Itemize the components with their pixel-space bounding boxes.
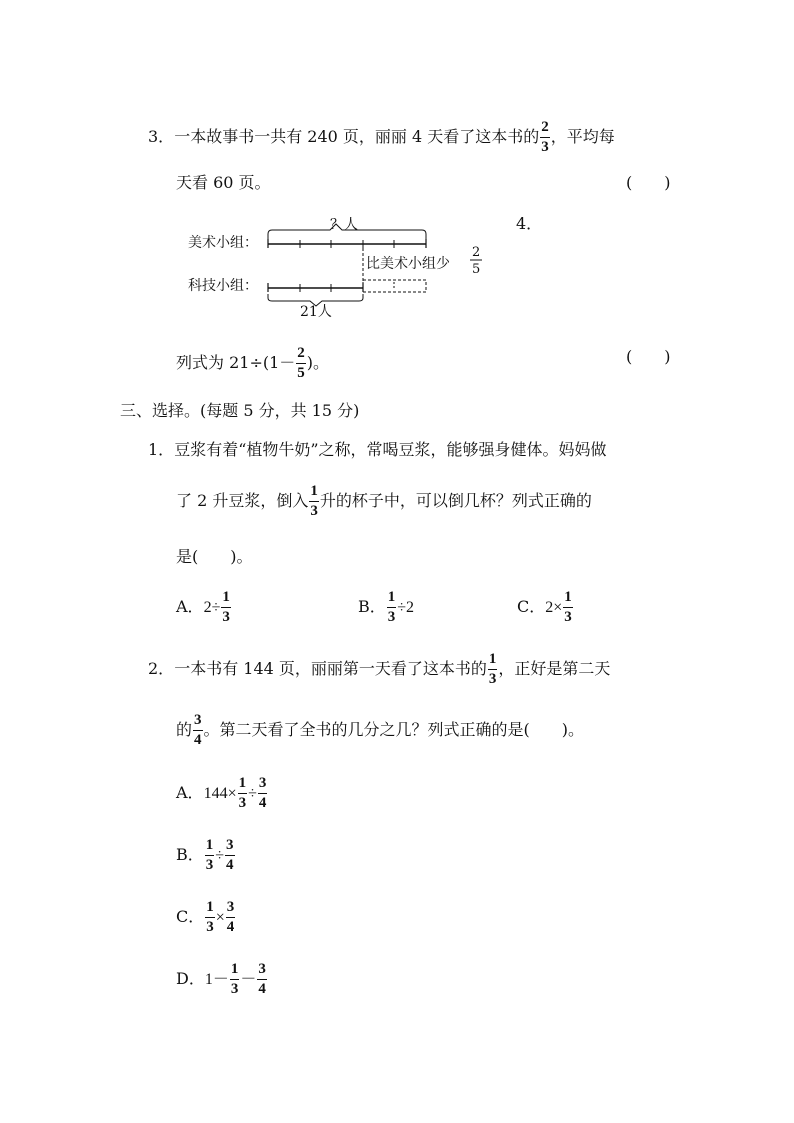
c2-option-a[interactable]: A．144× $\frac{1}{3}$ ÷ $\frac{3}{4}$ [176, 775, 267, 811]
q3-line1: 3．一本故事书一共有 240 页，丽丽 4 天看了这本书的 $\frac{2}{3}$ ，平均每 [148, 119, 615, 155]
diagram-compare-text: 比美术小组少 [366, 256, 450, 272]
c1-fraction: $\frac{1}{3}$ [310, 483, 318, 519]
c1-option-c[interactable]: C．2× $\frac{1}{3}$ [517, 589, 572, 625]
q4-segment-diagram [180, 210, 520, 320]
c2-fraction-1: $\frac{1}{3}$ [488, 651, 497, 687]
c2-line2: 的 $\frac{3}{4}$ 。第二天看了全书的几分之几？列式正确的是( )。 [176, 712, 585, 748]
diagram-compare-frac-den: 5 [472, 262, 481, 277]
c2-fraction-2: $\frac{3}{4}$ [194, 712, 202, 748]
diagram-top-brace-text: ？人 [330, 217, 358, 233]
q3-fraction: $\frac{2}{3}$ [541, 119, 549, 155]
q4-formula-fraction: $\frac{2}{5}$ [297, 345, 305, 381]
c1-number: 1． [148, 440, 175, 459]
diagram-bottom-brace-text: 21人 [300, 304, 332, 320]
q4-number: 4． [516, 214, 543, 233]
c1-option-b[interactable]: B． $\frac{1}{3}$ ÷2 [358, 589, 415, 625]
c1-option-a[interactable]: A．2÷ $\frac{1}{3}$ [176, 589, 230, 625]
diagram-label-art: 美术小组： [188, 235, 258, 251]
section3-heading: 三、选择。(每题 5 分，共 15 分) [120, 401, 360, 420]
q3-answer-blank[interactable]: ( ) [626, 173, 671, 192]
diagram-compare-frac-num: 2 [472, 245, 481, 260]
q3-text: 一本故事书一共有 240 页，丽丽 4 天看了这本书的 [174, 127, 540, 146]
c1-line2: 了 2 升豆浆，倒入 $\frac{1}{3}$ 升的杯子中，可以倒几杯？列式正确的 [176, 483, 592, 519]
c2-option-d[interactable]: D．1－ $\frac{1}{3}$ － $\frac{3}{4}$ [176, 961, 266, 997]
c1-line1: 1．豆浆有着“植物牛奶”之称，常喝豆浆，能够强身健体。妈妈做 [148, 440, 607, 459]
diagram-label-tech: 科技小组： [188, 278, 258, 294]
q4-formula: 列式为 21÷(1－ $\frac{2}{5}$ )。 [176, 345, 330, 381]
q3-number: 3． [148, 127, 175, 146]
c2-number: 2． [148, 659, 175, 678]
q3-line2: 天看 60 页。 [176, 173, 271, 192]
c2-line1: 2．一本书有 144 页，丽丽第一天看了这本书的 $\frac{1}{3}$ ，正好是第二天 [148, 651, 611, 687]
c2-option-b[interactable]: B． $\frac{1}{3}$ ÷ $\frac{3}{4}$ [176, 837, 234, 873]
q4-answer-blank[interactable]: ( ) [626, 347, 671, 366]
c1-line3: 是( )。 [176, 547, 253, 566]
c2-option-c[interactable]: C． $\frac{1}{3}$ × $\frac{3}{4}$ [176, 899, 235, 935]
